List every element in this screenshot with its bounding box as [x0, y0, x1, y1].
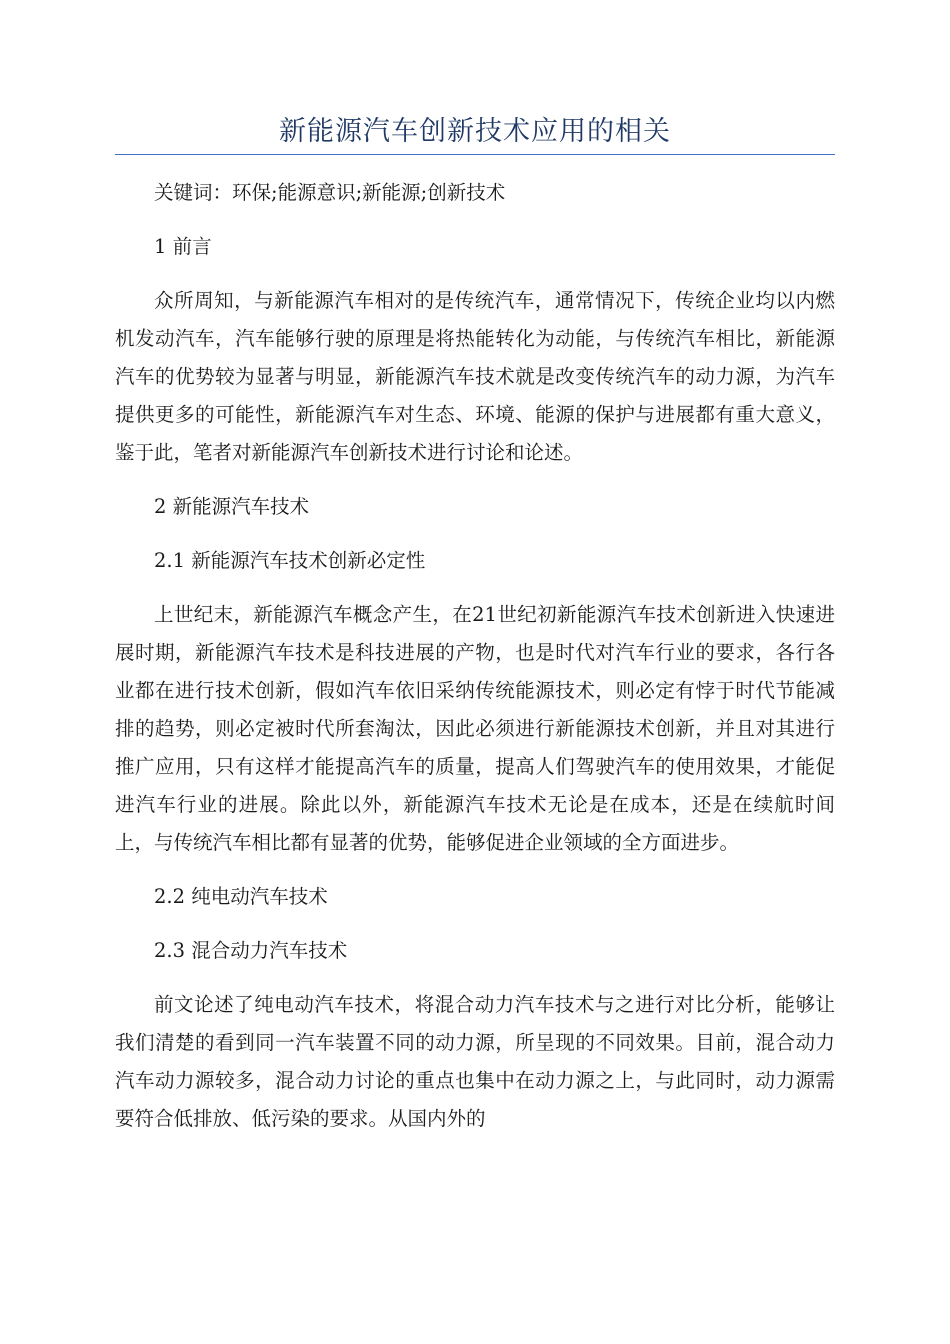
subsection-heading-necessity: 2.1 新能源汽车技术创新必定性 [154, 549, 426, 572]
paragraph-intro: 众所周知，与新能源汽车相对的是传统汽车，通常情况下，传统企业均以内燃机发动汽车，汽车能够行驶的原理是将热能转化为动能，与传统汽车相比，新能源汽车的优势较为显著与明显，新能源汽车技术就是改变传统汽车的动力源，为汽车提供更多的可能性，新能源汽车对生态、环境、能源的保护与进展都有重大意义，鉴于此，笔者对新能源汽车创新技术进行讨论和论述。 [115, 289, 835, 464]
section-heading-tech: 2 新能源汽车技术 [154, 495, 310, 518]
title-underline [115, 154, 835, 155]
paragraph-necessity: 上世纪末，新能源汽车概念产生，在21世纪初新能源汽车技术创新进入快速进展时期，新能源汽车技术是科技进展的产物，也是时代对汽车行业的要求，各行各业都在进行技术创新，假如汽车依旧采纳传统能源技术，则必定有悖于时代节能减排的趋势，则必定被时代所套淘汰，因此必须进行新能源技术创新，并且对其进行推广应用，只有这样才能提高汽车的质量，提高人们驾驶汽车的使用效果，才能促进汽车行业的进展。除此以外，新能源汽车技术无论是在成本，还是在续航时间上，与传统汽车相比都有显著的优势，能够促进企业领域的全方面进步。 [115, 603, 835, 854]
paragraph-hybrid: 前文论述了纯电动汽车技术，将混合动力汽车技术与之进行对比分析，能够让我们清楚的看到同一汽车装置不同的动力源，所呈现的不同效果。目前，混合动力汽车动力源较多，混合动力讨论的重点也集中在动力源之上，与此同时，动力源需要符合低排放、低污染的要求。从国内外的 [115, 993, 835, 1130]
document-title: 新能源汽车创新技术应用的相关 [279, 116, 671, 147]
section-heading-intro: 1 前言 [154, 235, 212, 258]
subsection-heading-hybrid: 2.3 混合动力汽车技术 [154, 939, 348, 962]
document-body [115, 174, 835, 1154]
subsection-heading-electric: 2.2 纯电动汽车技术 [154, 885, 328, 908]
keywords-line: 关键词：环保;能源意识;新能源;创新技术 [154, 181, 506, 204]
